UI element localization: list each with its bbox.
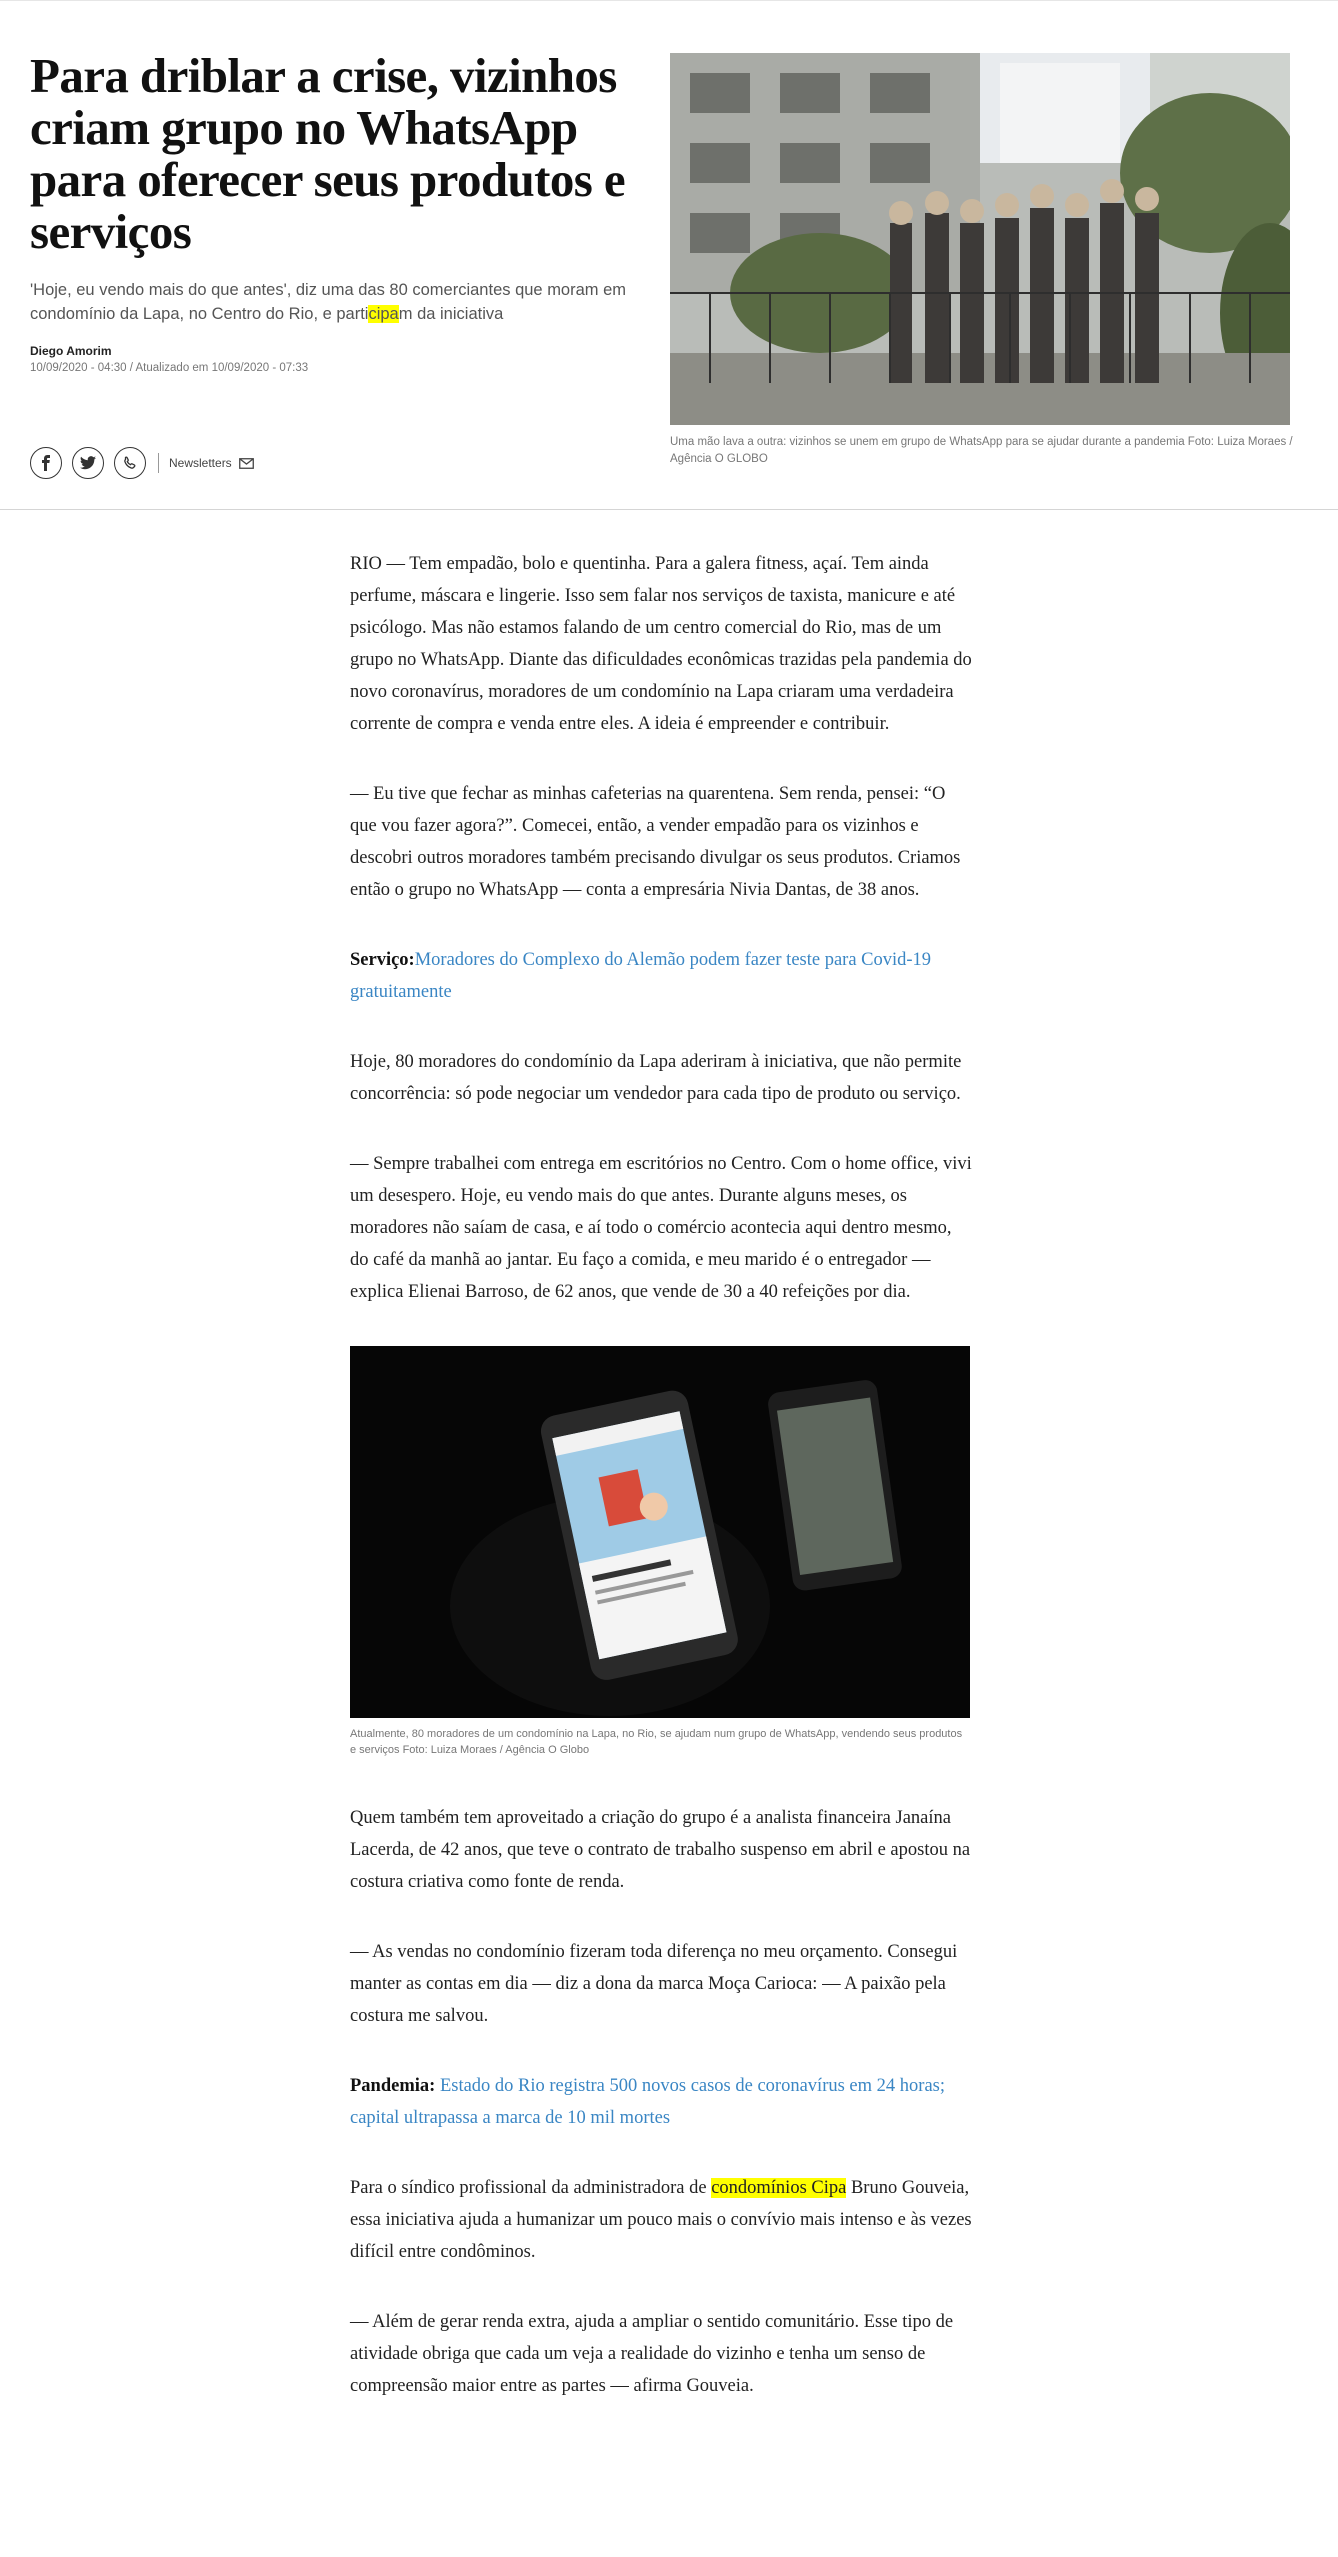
article-title: Para driblar a crise, vizinhos criam grupo no WhatsApp para oferecer seus produtos e serviços <box>30 48 626 259</box>
figure-image[interactable] <box>350 1346 970 1718</box>
phone-photo-icon <box>350 1346 970 1718</box>
related-link-servico <box>350 944 972 1008</box>
paragraph-7 <box>350 2172 972 2268</box>
author-name[interactable]: Diego Amorim <box>30 344 112 358</box>
publish-dates: 10/09/2020 - 04:30 / Atualizado em 10/09/2020 - 07:33 <box>30 362 309 374</box>
whatsapp-share-button[interactable] <box>114 447 146 479</box>
twitter-icon <box>80 456 96 470</box>
hero-image[interactable] <box>670 53 1290 425</box>
related-label-servico: Serviço: <box>350 950 415 970</box>
subtitle-text-start: 'Hoje, eu vendo mais do que antes', diz uma das 80 comerciantes que moram em condomínio da Lapa, no Centro do Rio, e parti <box>30 281 627 323</box>
paragraph-5: Quem também tem aproveitado a criação do grupo é a analista financeira Janaína Lacerda, de 42 anos, que teve o contrato de trabalho suspenso em abril e apostou na costura criativa como fonte de renda. <box>350 1808 971 1892</box>
article-figure <box>350 1346 970 1758</box>
paragraph-2: — Eu tive que fechar as minhas cafeterias na quarentena. Sem renda, pensei: “O que vou fazer agora?”. Comecei, então, a vender empadão para os vizinhos e descobri outros moradores também precisando divulgar os seus produtos. Criamos então o grupo no WhatsApp — conta a empresária Nivia Dantas, de 38 anos. <box>350 784 961 900</box>
paragraph-4: — Sempre trabalhei com entrega em escritórios no Centro. Com o home office, vivi um desespero. Hoje, eu vendo mais do que antes. Durante alguns meses, os moradores não saíam de casa, e aí todo o comércio acontecia aqui dentro mesmo, do café da manhã ao jantar. Eu faço a comida, e meu marido é o entregador — explica Elienai Barroso, de 62 anos, que vende de 30 a 40 refeições por dia. <box>350 1154 972 1302</box>
figure-caption: Atualmente, 80 moradores de um condomínio na Lapa, no Rio, se ajudam num grupo de WhatsApp, vendendo seus produtos e serviços Foto: Luiza Moraes / Agência O Globo <box>350 1728 963 1756</box>
paragraph-1: RIO — Tem empadão, bolo e quentinha. Para a galera fitness, açaí. Tem ainda perfume, máscara e lingerie. Isso sem falar nos serviços de taxista, manicure e até psicólogo. Mas não estamos falando de um centro comercial do Rio, mas de um grupo no WhatsApp. Diante das dificuldades econômicas trazidas pela pandemia do novo coronavírus, moradores de um condomínio na Lapa criaram uma verdadeira corrente de compra e venda entre eles. A ideia é empreender e contribuir. <box>350 554 972 734</box>
header-divider <box>0 509 1338 510</box>
newsletters-link[interactable] <box>169 456 254 470</box>
paragraph-7-start: Para o síndico profissional da administradora de <box>350 2178 712 2198</box>
whatsapp-icon <box>122 455 138 471</box>
related-label-pandemia: Pandemia: <box>350 2076 436 2096</box>
paragraph-3: Hoje, 80 moradores do condomínio da Lapa aderiram à iniciativa, que não permite concorrência: só pode negociar um vendedor para cada tipo de produto ou serviço. <box>350 1052 962 1104</box>
hero-photo-residents-icon <box>670 53 1290 425</box>
newsletters-label: Newsletters <box>169 456 232 470</box>
hero-caption: Uma mão lava a outra: vizinhos se unem em grupo de WhatsApp para se ajudar durante a pandemia Foto: Luiza Moraes / Agência O GLOBO <box>670 436 1293 465</box>
article-subtitle <box>30 278 660 326</box>
paragraph-7-end: Bruno Gouveia, essa iniciativa ajuda a humanizar um pouco mais o convívio mais intenso e às vezes difícil entre condôminos. <box>350 2178 972 2262</box>
article-header <box>0 0 1338 510</box>
twitter-share-button[interactable] <box>72 447 104 479</box>
share-separator <box>158 453 159 473</box>
facebook-icon <box>39 455 53 471</box>
share-bar <box>30 446 254 480</box>
facebook-share-button[interactable] <box>30 447 62 479</box>
paragraph-7-highlight: condomínios Cipa <box>711 2178 847 2198</box>
related-link-pandemia <box>350 2070 972 2134</box>
paragraph-6: — As vendas no condomínio fizeram toda diferença no meu orçamento. Consegui manter as contas em dia — diz a dona da marca Moça Carioca: — A paixão pela costura me salvou. <box>350 1942 958 2026</box>
related-link-alemao[interactable]: Moradores do Complexo do Alemão podem fazer teste para Covid-19 gratuitamente <box>350 950 932 1002</box>
paragraph-8: — Além de gerar renda extra, ajuda a ampliar o sentido comunitário. Esse tipo de atividade obriga que cada um veja a realidade do vizinho e tenha um senso de compreensão maior entre as partes — afirma Gouveia. <box>350 2312 954 2396</box>
article-body <box>350 548 972 2440</box>
mail-icon <box>239 458 254 469</box>
subtitle-highlight: cipa <box>368 305 399 323</box>
related-link-coronavirus[interactable]: Estado do Rio registra 500 novos casos de coronavírus em 24 horas; capital ultrapassa a marca de 10 mil mortes <box>350 2076 945 2128</box>
subtitle-text-end: m da iniciativa <box>398 305 504 323</box>
